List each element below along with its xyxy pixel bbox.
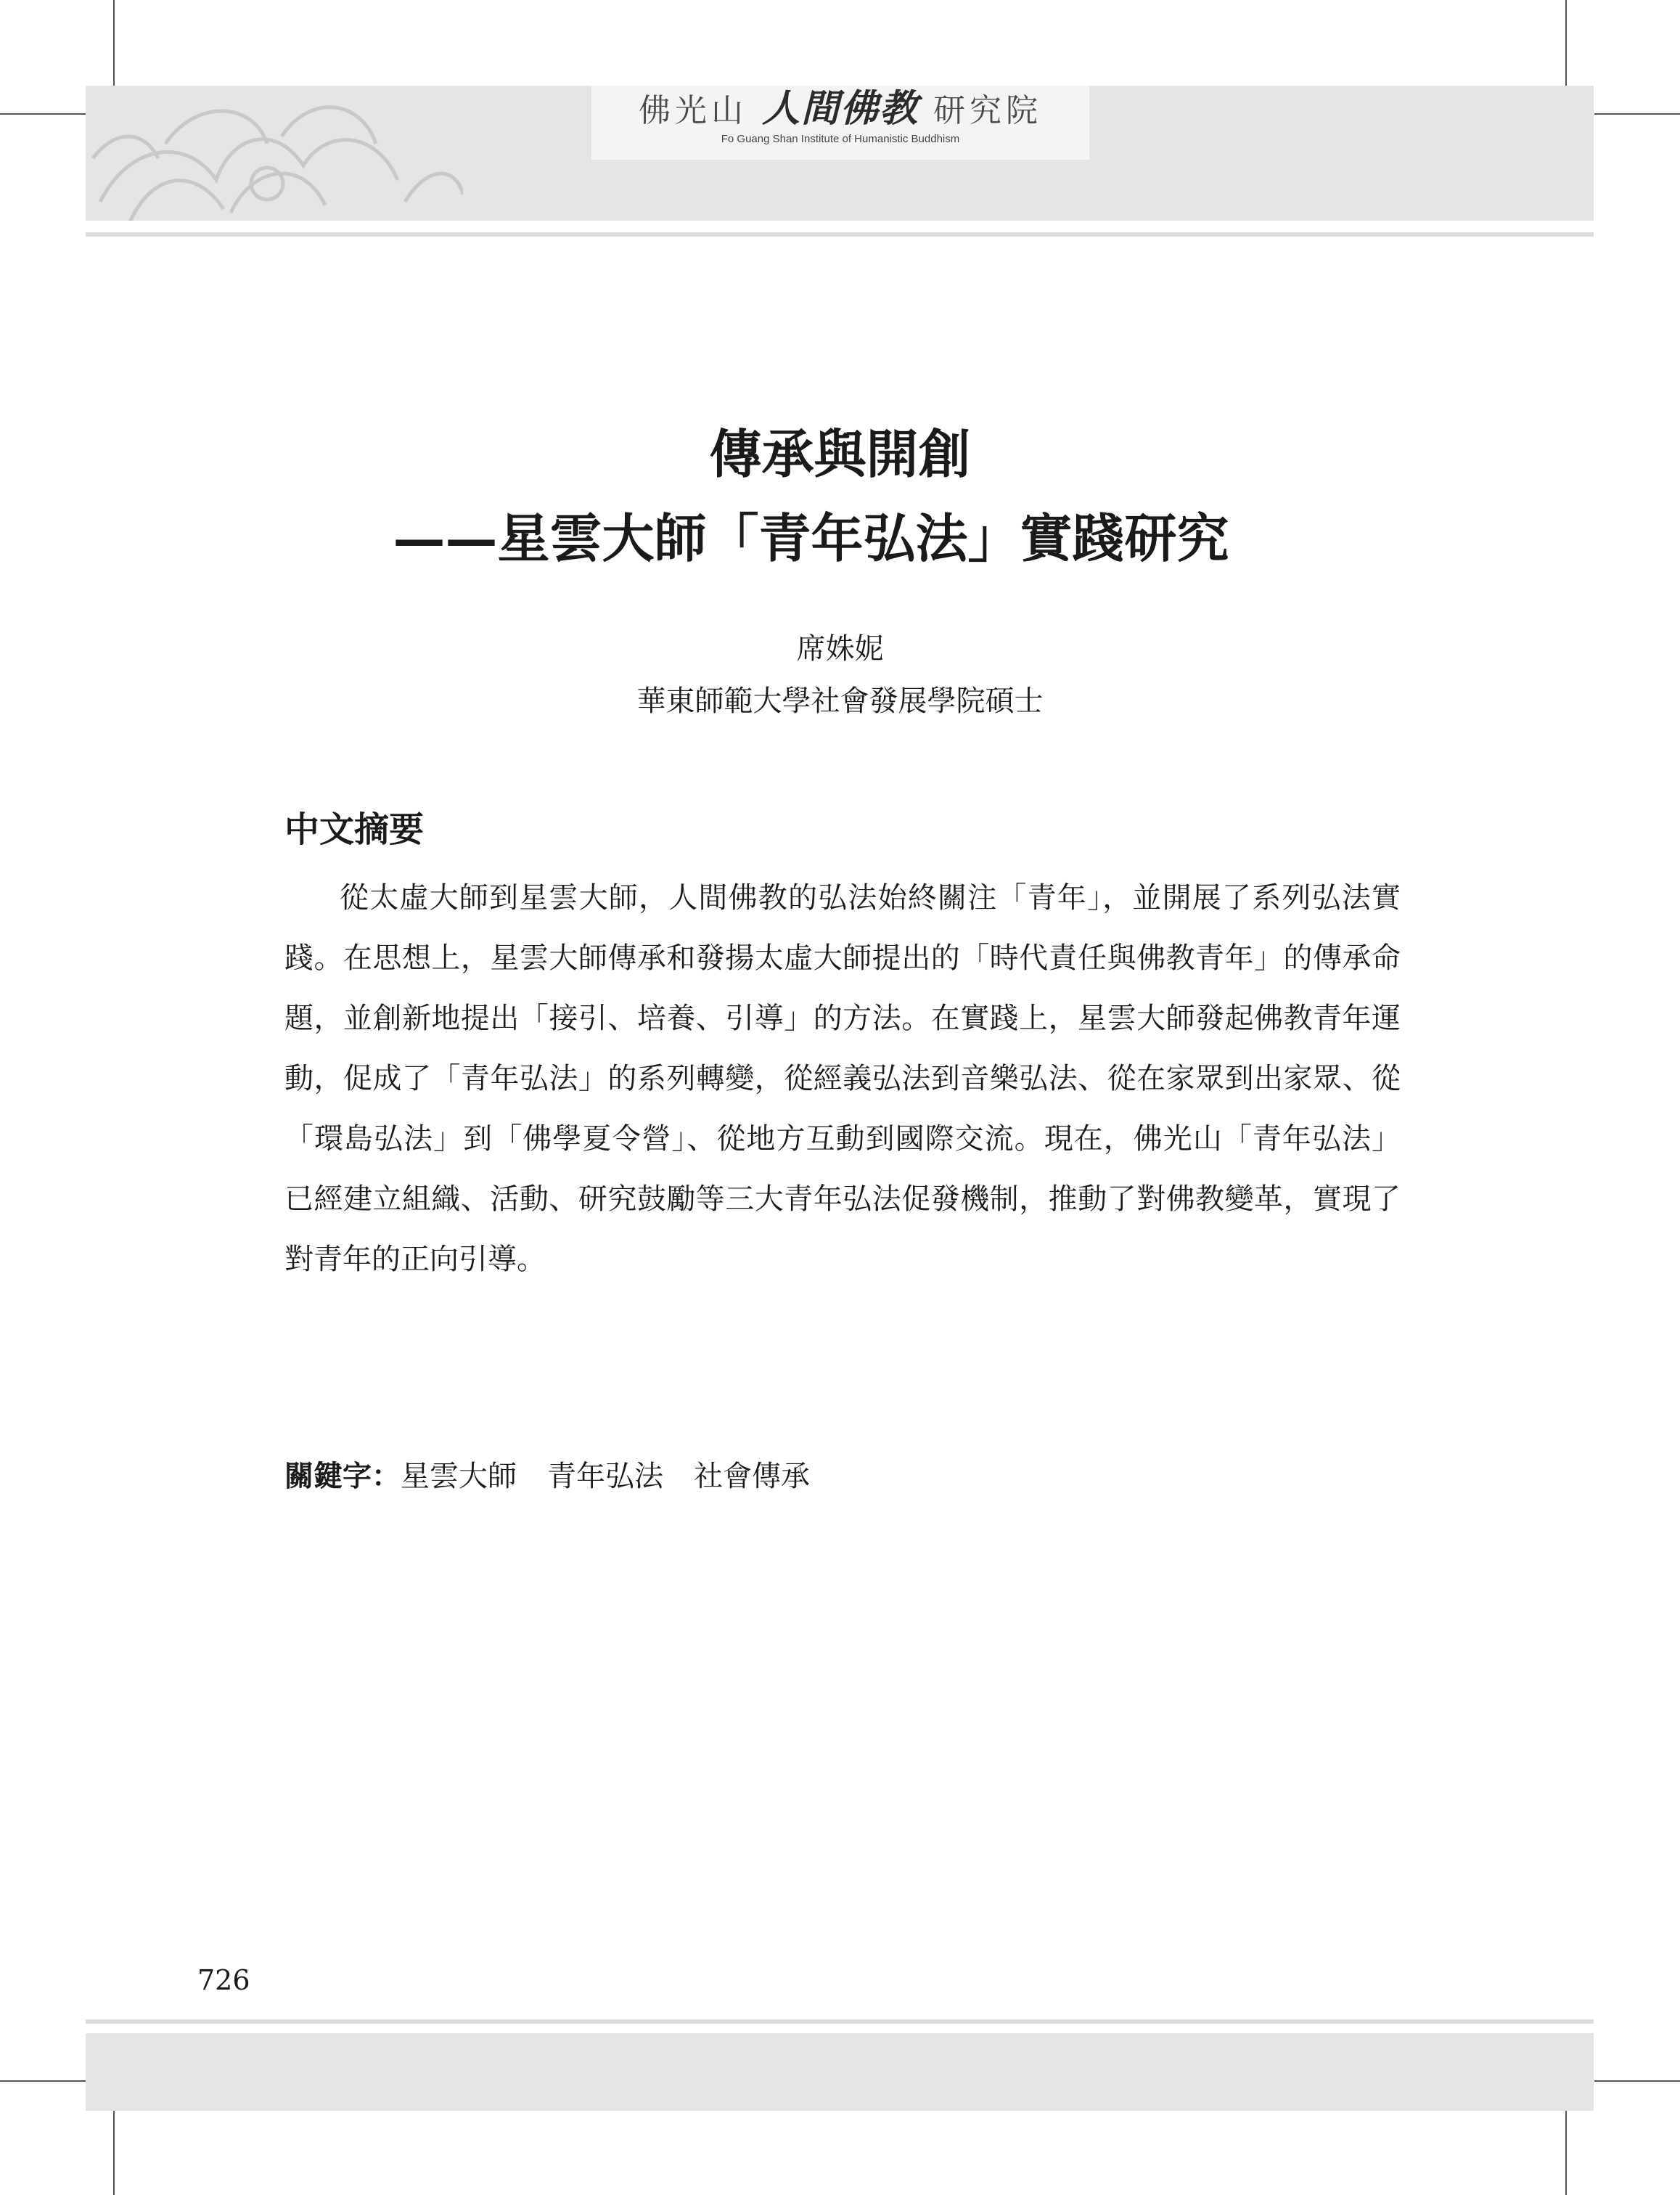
crop-mark-bottom-right-h (1594, 2080, 1680, 2082)
logo-chinese (591, 86, 1089, 130)
abstract-heading: 中文摘要 (284, 809, 425, 850)
keyword-item: 社會傳承 (694, 1460, 810, 1493)
page-number: 726 (197, 1964, 250, 1996)
logo-text-right: 研究院 (933, 92, 1042, 129)
keywords-label: 關鍵字： (284, 1459, 401, 1493)
crop-mark-top-right-h (1594, 113, 1680, 115)
abstract-body: 從太虛大師到星雲大師，人間佛教的弘法始終關注「青年」，並開展了系列弘法實踐。在思想上，星雲大師傳承和發揚太虛大師提出的「時代責任與佛教青年」的傳承命題，並創新地提出「接引、培養、引導」的方法。在實踐上，星雲大師發起佛教青年運動，促成了「青年弘法」的系列轉變，從經義弘法到音樂弘法、從在家眾到出家眾、從「環島弘法」到「佛學夏令營」、從地方互動到國際交流。現在，佛光山「青年弘法」已經建立組織、活動、研究鼓勵等三大青年弘法促發機制，推動了對佛教變革，實現了對青年的正向引導。 (284, 881, 1401, 1276)
logo-english: Fo Guang Shan Institute of Humanistic Buddhism (721, 133, 960, 145)
keyword-item: 青年弘法 (547, 1460, 663, 1493)
crop-mark-top-left-v (113, 0, 115, 86)
keywords (284, 1453, 840, 1495)
author-affiliation: 華東師範大學社會發展學院碩士 (636, 684, 1044, 718)
footer-band (86, 2033, 1594, 2111)
crop-mark-top-right-v (1565, 0, 1567, 86)
header-rule (86, 232, 1594, 237)
crop-mark-bottom-left-v (113, 2109, 115, 2195)
footer-rule (86, 2019, 1594, 2024)
logo-text-brush: 人間佛教 (761, 86, 919, 131)
logo-text-left: 佛光山 (638, 92, 747, 129)
paper-subtitle: ——星雲大師「青年弘法」實踐研究 (393, 507, 1229, 569)
keyword-item: 星雲大師 (401, 1460, 517, 1493)
crop-mark-top-left-h (0, 113, 86, 115)
crop-mark-bottom-right-v (1565, 2109, 1567, 2195)
crop-mark-bottom-left-h (0, 2080, 86, 2082)
institute-logo (591, 86, 1089, 160)
author-name: 席姝妮 (796, 632, 884, 666)
paper-title: 傳承與開創 (709, 423, 971, 485)
lotus-ornament-icon (86, 86, 463, 221)
